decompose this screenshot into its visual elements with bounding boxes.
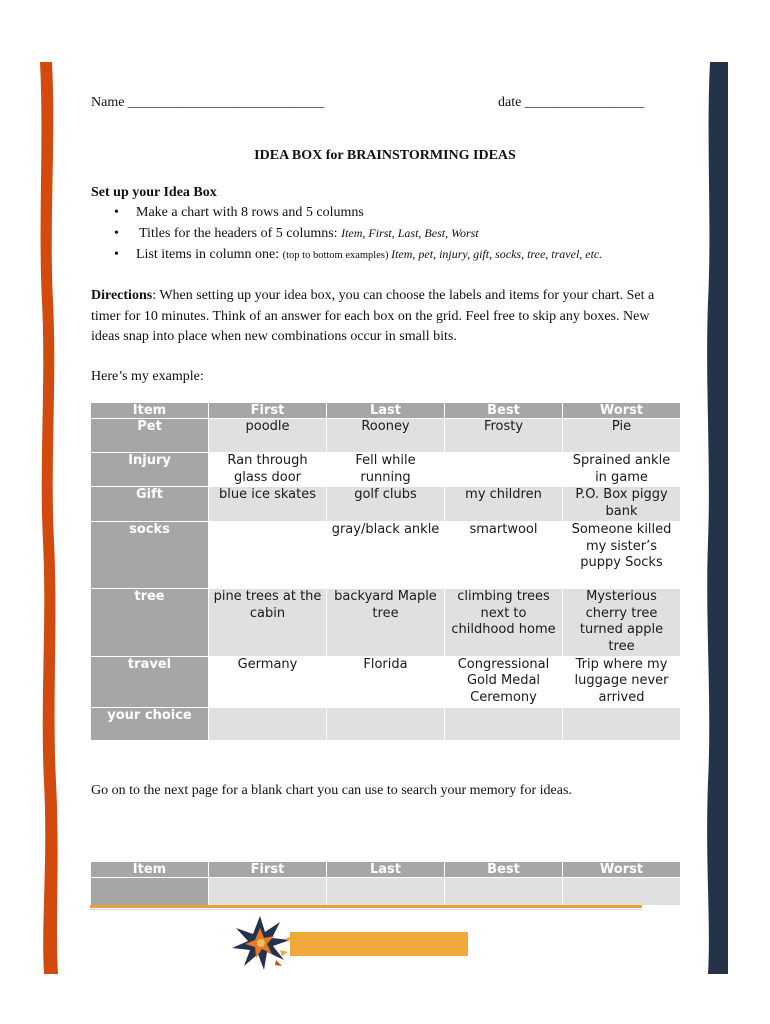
right-decorative-bar bbox=[706, 62, 728, 974]
table-cell bbox=[327, 878, 445, 906]
table-cell bbox=[445, 707, 563, 740]
table-cell: Congressional Gold Medal Ceremony bbox=[445, 656, 563, 707]
row-label: Injury bbox=[91, 453, 209, 487]
table-cell: golf clubs bbox=[327, 487, 445, 521]
table-cell: Florida bbox=[327, 656, 445, 707]
setup-bullet-3-text: List items in column one: bbox=[136, 247, 283, 262]
table-cell: Frosty bbox=[445, 419, 563, 453]
table-cell bbox=[209, 707, 327, 740]
setup-bullet-2 bbox=[139, 225, 479, 242]
setup-bullet-1: Make a chart with 8 rows and 5 columns bbox=[136, 205, 364, 220]
table-cell: gray/black ankle bbox=[327, 521, 445, 588]
starburst-logo-icon bbox=[230, 914, 294, 974]
column-header: Worst bbox=[563, 862, 681, 878]
blank-idea-table bbox=[90, 861, 681, 906]
table-row bbox=[91, 588, 681, 656]
row-label: Gift bbox=[91, 487, 209, 521]
table-cell: Germany bbox=[209, 656, 327, 707]
idea-box-table bbox=[90, 402, 681, 741]
setup-bullet-3-items: Item, pet, injury, gift, socks, tree, travel, etc. bbox=[391, 247, 603, 261]
column-header: Item bbox=[91, 403, 209, 419]
table-cell: Ran through glass door bbox=[209, 453, 327, 487]
column-header: Last bbox=[327, 403, 445, 419]
table-row bbox=[91, 707, 681, 740]
row-label: tree bbox=[91, 588, 209, 656]
table-row bbox=[91, 656, 681, 707]
page-title: IDEA BOX for BRAINSTORMING IDEAS bbox=[254, 148, 516, 163]
directions-text: : When setting up your idea box, you can choose the labels and items for your chart. Set a timer for 10 minutes. Think of an answer for each box on the grid. Feel free to skip any boxes. New ideas snap into place when new combinations occur in small bits. bbox=[91, 288, 655, 344]
left-decorative-bar bbox=[38, 62, 58, 974]
table-cell: Trip where my luggage never arrived bbox=[563, 656, 681, 707]
setup-heading: Set up your Idea Box bbox=[91, 185, 217, 200]
row-label: your choice bbox=[91, 707, 209, 740]
table-cell bbox=[209, 878, 327, 906]
table-cell bbox=[563, 707, 681, 740]
footer-divider bbox=[90, 909, 642, 910]
directions-label: Directions bbox=[91, 288, 153, 303]
column-header: Last bbox=[327, 862, 445, 878]
column-header: Best bbox=[445, 862, 563, 878]
table-cell: smartwool bbox=[445, 521, 563, 588]
table-cell: climbing trees next to childhood home bbox=[445, 588, 563, 656]
table-cell: P.O. Box piggy bank bbox=[563, 487, 681, 521]
table-row bbox=[91, 453, 681, 487]
column-header: First bbox=[209, 403, 327, 419]
setup-bullet-3-note: (top to bottom examples) bbox=[282, 250, 392, 261]
next-page-note: Go on to the next page for a blank chart you can use to search your memory for ideas. bbox=[91, 783, 572, 798]
table-cell: Fell while running bbox=[327, 453, 445, 487]
name-field-line: Name ____________________________ bbox=[91, 95, 324, 110]
setup-bullet-2-columns: Item, First, Last, Best, Worst bbox=[341, 226, 479, 240]
table-row bbox=[91, 878, 681, 906]
row-label bbox=[91, 878, 209, 906]
row-label: Pet bbox=[91, 419, 209, 453]
table-cell bbox=[445, 878, 563, 906]
date-field-line: date _________________ bbox=[498, 95, 644, 110]
table-row bbox=[91, 521, 681, 588]
bullet-marker: • bbox=[114, 205, 119, 220]
directions-paragraph bbox=[91, 286, 681, 348]
table-cell: Someone killed my sister’s puppy Socks bbox=[563, 521, 681, 588]
example-label: Here’s my example: bbox=[91, 369, 204, 384]
row-label: socks bbox=[91, 521, 209, 588]
column-header: First bbox=[209, 862, 327, 878]
column-header: Worst bbox=[563, 403, 681, 419]
footer-stripe bbox=[90, 905, 642, 908]
table-cell: blue ice skates bbox=[209, 487, 327, 521]
table-row bbox=[91, 487, 681, 521]
bullet-marker: • bbox=[114, 226, 119, 241]
table-cell: Rooney bbox=[327, 419, 445, 453]
table-cell: Mysterious cherry tree turned apple tree bbox=[563, 588, 681, 656]
table-cell: poodle bbox=[209, 419, 327, 453]
table-cell: backyard Maple tree bbox=[327, 588, 445, 656]
table-cell: pine trees at the cabin bbox=[209, 588, 327, 656]
row-label: travel bbox=[91, 656, 209, 707]
table-cell bbox=[209, 521, 327, 588]
table-header-row bbox=[91, 862, 681, 878]
table-cell bbox=[327, 707, 445, 740]
table-row bbox=[91, 419, 681, 453]
setup-bullet-2-text: Titles for the headers of 5 columns: bbox=[139, 226, 342, 241]
setup-bullet-3 bbox=[136, 246, 602, 264]
table-cell: Sprained ankle in game bbox=[563, 453, 681, 487]
column-header: Best bbox=[445, 403, 563, 419]
table-cell: Pie bbox=[563, 419, 681, 453]
table-cell bbox=[563, 878, 681, 906]
bullet-marker: • bbox=[114, 247, 119, 262]
table-cell: my children bbox=[445, 487, 563, 521]
footer-orange-block bbox=[290, 932, 468, 956]
table-cell bbox=[445, 453, 563, 487]
column-header: Item bbox=[91, 862, 209, 878]
table-header-row bbox=[91, 403, 681, 419]
